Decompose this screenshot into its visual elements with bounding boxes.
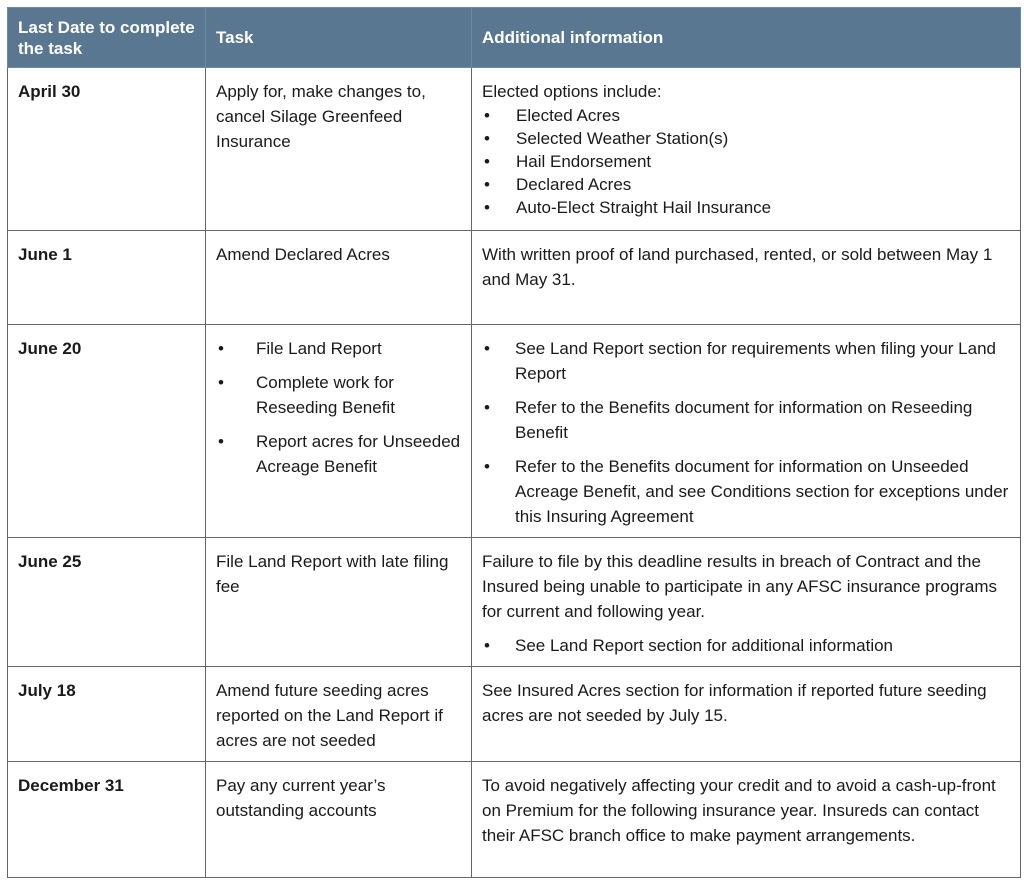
list-item: • See Land Report section for requirements when filing your Land Report bbox=[482, 336, 1010, 386]
row-task: Apply for, make changes to, cancel Silage Greenfeed Insurance bbox=[206, 68, 472, 231]
list-item: • Selected Weather Station(s) bbox=[482, 127, 1010, 150]
info-text: Failure to file by this deadline results in breach of Contract and the Insured being unable to participate in any AFSC insurance programs for current and following year. bbox=[482, 552, 998, 621]
row-task: File Land Report with late filing fee bbox=[206, 538, 472, 667]
row-task: Pay any current year’s outstanding accounts bbox=[206, 762, 472, 878]
table-header bbox=[8, 8, 1021, 68]
header-row bbox=[8, 8, 1021, 68]
list-item: • Auto-Elect Straight Hail Insurance bbox=[482, 196, 1010, 219]
header-additional-information: Additional information bbox=[472, 8, 1021, 68]
row-task: Amend future seeding acres reported on the Land Report if acres are not seeded bbox=[206, 667, 472, 762]
row-date: July 18 bbox=[8, 667, 206, 762]
row-task: Amend Declared Acres bbox=[206, 231, 472, 325]
info-bullet-list bbox=[482, 104, 1010, 219]
deadline-table-container bbox=[7, 7, 1020, 878]
header-last-date: Last Date to complete the task bbox=[8, 8, 206, 68]
deadline-table bbox=[7, 7, 1021, 878]
row-task bbox=[206, 325, 472, 538]
table-row bbox=[8, 325, 1021, 538]
list-item: • Declared Acres bbox=[482, 173, 1010, 196]
info-bullet-list bbox=[482, 336, 1010, 529]
table-row bbox=[8, 667, 1021, 762]
table-body bbox=[8, 68, 1021, 878]
task-bullet-list bbox=[216, 336, 461, 479]
table-row bbox=[8, 68, 1021, 231]
list-item: • Hail Endorsement bbox=[482, 150, 1010, 173]
row-date: June 25 bbox=[8, 538, 206, 667]
row-info bbox=[472, 538, 1021, 667]
row-info: See Insured Acres section for information if reported future seeding acres are not seeded by July 15. bbox=[472, 667, 1021, 762]
list-item: • See Land Report section for additional information bbox=[482, 633, 1010, 658]
list-item: • Report acres for Unseeded Acreage Benefit bbox=[216, 429, 461, 479]
table-row bbox=[8, 231, 1021, 325]
row-info bbox=[472, 68, 1021, 231]
header-task: Task bbox=[206, 8, 472, 68]
row-date: April 30 bbox=[8, 68, 206, 231]
table-row bbox=[8, 762, 1021, 878]
row-date: June 1 bbox=[8, 231, 206, 325]
row-date: June 20 bbox=[8, 325, 206, 538]
list-item: • File Land Report bbox=[216, 336, 461, 361]
list-item: • Complete work for Reseeding Benefit bbox=[216, 370, 461, 420]
list-item: • Refer to the Benefits document for information on Unseeded Acreage Benefit, and see Conditions section for exceptions under this Insuring Agreement bbox=[482, 454, 1010, 529]
row-info bbox=[472, 325, 1021, 538]
info-text: Elected options include: bbox=[482, 82, 662, 101]
row-info: To avoid negatively affecting your credit and to avoid a cash-up-front on Premium for the following insurance year. Insureds can contact their AFSC branch office to make payment arrangements. bbox=[472, 762, 1021, 878]
list-item: • Elected Acres bbox=[482, 104, 1010, 127]
info-bullet-list bbox=[482, 633, 1010, 658]
row-date: December 31 bbox=[8, 762, 206, 878]
list-item: • Refer to the Benefits document for information on Reseeding Benefit bbox=[482, 395, 1010, 445]
row-info: With written proof of land purchased, rented, or sold between May 1 and May 31. bbox=[472, 231, 1021, 325]
table-row bbox=[8, 538, 1021, 667]
